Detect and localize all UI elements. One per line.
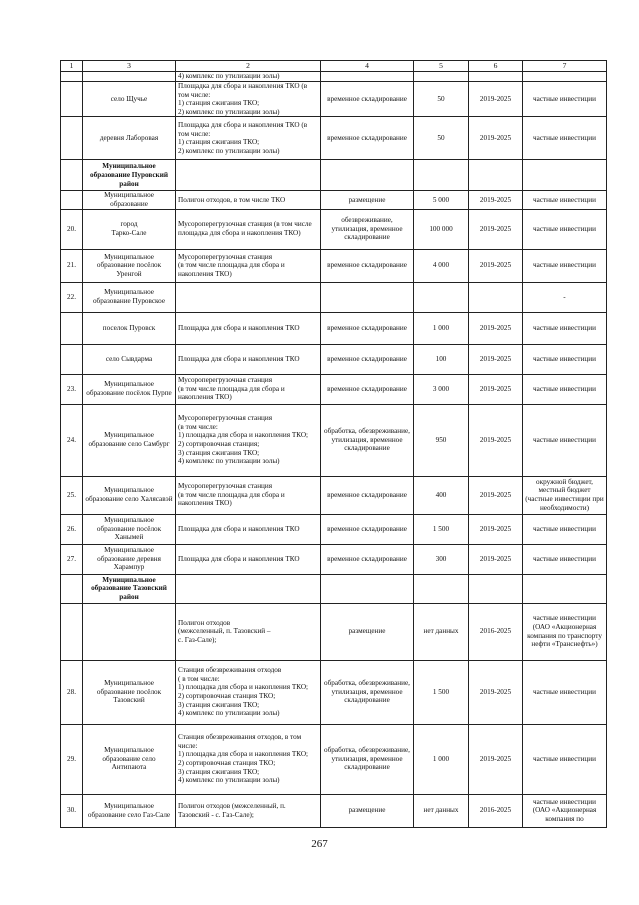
facility-cell: Мусороперегрузочная станция (в том числе: 1) площадка для сбора и накопления ТКО; 2) сортировочная станция; 3) станция сжигания ТКО; 4) комплекс по утилизации золы)	[176, 404, 321, 476]
financing-cell: частные инвестиции	[523, 82, 607, 117]
table-row	[61, 603, 607, 660]
facility-cell: 4) комплекс по утилизации золы)	[176, 72, 321, 82]
facility-cell: Площадка для сбора и накопления ТКО	[176, 312, 321, 344]
capacity-cell: 50	[414, 117, 469, 160]
municipality-cell: Муниципальное образование посёлок Тазовский	[83, 660, 176, 724]
table-header-row	[61, 61, 607, 72]
municipality-cell: Муниципальное образование село Халясавэй	[83, 476, 176, 514]
period-cell	[469, 282, 523, 312]
facility-cell: Площадка для сбора и накопления ТКО	[176, 544, 321, 574]
capacity-cell: 1 500	[414, 660, 469, 724]
operation-cell: размещение	[321, 603, 414, 660]
period-cell: 2019-2025	[469, 724, 523, 794]
table-row	[61, 476, 607, 514]
table-row	[61, 72, 607, 82]
row-number-cell	[61, 344, 83, 374]
table-row	[61, 344, 607, 374]
header-cell: 6	[469, 61, 523, 72]
capacity-cell: нет данных	[414, 603, 469, 660]
capacity-cell: 100 000	[414, 209, 469, 249]
table-row	[61, 544, 607, 574]
header-cell: 4	[321, 61, 414, 72]
financing-cell: частные инвестиции	[523, 209, 607, 249]
table-row	[61, 312, 607, 344]
facility-cell: Площадка для сбора и накопления ТКО	[176, 344, 321, 374]
financing-cell	[523, 72, 607, 82]
municipality-cell: Муниципальное образование село Самбург	[83, 404, 176, 476]
facility-cell: Полигон отходов (межселенный, п. Тазовский – с. Газ-Сале);	[176, 603, 321, 660]
capacity-cell: 100	[414, 344, 469, 374]
operation-cell	[321, 282, 414, 312]
financing-cell: частные инвестиции	[523, 117, 607, 160]
header-cell: 1	[61, 61, 83, 72]
facility-cell: Мусороперегрузочная станция (в том числе площадка для сбора и накопления ТКО)	[176, 249, 321, 282]
row-number-cell: 25.	[61, 476, 83, 514]
financing-cell: частные инвестиции (ОАО «Акционерная компания по транспорту нефти «Транснефть»)	[523, 603, 607, 660]
financing-cell: частные инвестиции	[523, 514, 607, 544]
capacity-cell	[414, 72, 469, 82]
financing-cell: частные инвестиции	[523, 374, 607, 404]
financing-cell: частные инвестиции	[523, 724, 607, 794]
financing-cell: частные инвестиции	[523, 312, 607, 344]
operation-cell	[321, 72, 414, 82]
financing-cell: -	[523, 282, 607, 312]
period-cell: 2019-2025	[469, 476, 523, 514]
municipality-cell: деревня Лаборовая	[83, 117, 176, 160]
row-number-cell	[61, 117, 83, 160]
operation-cell: временное складирование	[321, 544, 414, 574]
operation-cell: временное складирование	[321, 476, 414, 514]
operation-cell	[321, 160, 414, 191]
table-row	[61, 574, 607, 603]
financing-cell: частные инвестиции	[523, 660, 607, 724]
row-number-cell: 28.	[61, 660, 83, 724]
period-cell: 2019-2025	[469, 249, 523, 282]
operation-cell	[321, 574, 414, 603]
municipality-cell: Муниципальное образование посёлок Пурпе	[83, 374, 176, 404]
financing-cell: частные инвестиции (ОАО «Акционерная компания по	[523, 794, 607, 827]
period-cell	[469, 574, 523, 603]
period-cell: 2019-2025	[469, 514, 523, 544]
municipality-cell: город Тарко-Сале	[83, 209, 176, 249]
period-cell	[469, 160, 523, 191]
period-cell: 2019-2025	[469, 344, 523, 374]
capacity-cell: 1 500	[414, 514, 469, 544]
financing-cell: частные инвестиции	[523, 544, 607, 574]
row-number-cell: 23.	[61, 374, 83, 404]
financing-cell: частные инвестиции	[523, 191, 607, 209]
municipality-cell: Муниципальное образование село Газ-Сале	[83, 794, 176, 827]
operation-cell: временное складирование	[321, 312, 414, 344]
period-cell	[469, 72, 523, 82]
facility-cell: Полигон отходов (межселенный, п. Тазовский - с. Газ-Сале);	[176, 794, 321, 827]
period-cell: 2019-2025	[469, 404, 523, 476]
period-cell: 2016-2025	[469, 603, 523, 660]
operation-cell: размещение	[321, 191, 414, 209]
municipality-cell: Муниципальное образование деревня Харампур	[83, 544, 176, 574]
capacity-cell: 50	[414, 82, 469, 117]
row-number-cell	[61, 191, 83, 209]
financing-cell	[523, 160, 607, 191]
capacity-cell	[414, 160, 469, 191]
capacity-cell: 5 000	[414, 191, 469, 209]
operation-cell: обезвреживание, утилизация, временное складирование	[321, 209, 414, 249]
operation-cell: временное складирование	[321, 82, 414, 117]
table-row	[61, 374, 607, 404]
capacity-cell: нет данных	[414, 794, 469, 827]
facility-cell: Мусороперегрузочная станция (в том числе площадка для сбора и накопления ТКО)	[176, 374, 321, 404]
row-number-cell: 27.	[61, 544, 83, 574]
capacity-cell: 950	[414, 404, 469, 476]
municipality-cell	[83, 603, 176, 660]
financing-cell: частные инвестиции	[523, 344, 607, 374]
municipality-cell: Муниципальное образование Пуровское	[83, 282, 176, 312]
facility-cell	[176, 282, 321, 312]
table-body	[61, 72, 607, 828]
capacity-cell: 3 000	[414, 374, 469, 404]
operation-cell: обработка, обезвреживание, утилизация, временное складирование	[321, 724, 414, 794]
table-row	[61, 209, 607, 249]
capacity-cell	[414, 574, 469, 603]
capacity-cell: 400	[414, 476, 469, 514]
financing-cell: частные инвестиции	[523, 249, 607, 282]
period-cell: 2019-2025	[469, 660, 523, 724]
operation-cell: временное складирование	[321, 374, 414, 404]
capacity-cell: 4 000	[414, 249, 469, 282]
operation-cell: обработка, обезвреживание, утилизация, временное складирование	[321, 404, 414, 476]
row-number-cell	[61, 160, 83, 191]
municipality-cell: поселок Пуровск	[83, 312, 176, 344]
period-cell: 2019-2025	[469, 82, 523, 117]
operation-cell: обработка, обезвреживание, утилизация, временное складирование	[321, 660, 414, 724]
facilities-table	[60, 60, 607, 828]
facility-cell: Станция обезвреживания отходов, в том числе: 1) площадка для сбора и накопления ТКО; 2) сортировочная станция ТКО; 3) станция сжигания ТКО; 4) комплекс по утилизации золы)	[176, 724, 321, 794]
financing-cell: окружной бюджет, местный бюджет (частные инвестиции при необходимости)	[523, 476, 607, 514]
table-row	[61, 724, 607, 794]
table-row	[61, 160, 607, 191]
table-row	[61, 282, 607, 312]
period-cell: 2019-2025	[469, 374, 523, 404]
row-number-cell: 22.	[61, 282, 83, 312]
row-number-cell: 26.	[61, 514, 83, 544]
financing-cell: частные инвестиции	[523, 404, 607, 476]
period-cell: 2019-2025	[469, 312, 523, 344]
header-cell: 7	[523, 61, 607, 72]
row-number-cell	[61, 82, 83, 117]
period-cell: 2019-2025	[469, 209, 523, 249]
financing-cell	[523, 574, 607, 603]
row-number-cell: 20.	[61, 209, 83, 249]
period-cell: 2019-2025	[469, 544, 523, 574]
row-number-cell	[61, 574, 83, 603]
facility-cell: Полигон отходов, в том числе ТКО	[176, 191, 321, 209]
municipality-cell: Муниципальное образование посёлок Ханымей	[83, 514, 176, 544]
document-table-container	[60, 60, 606, 828]
period-cell: 2019-2025	[469, 191, 523, 209]
header-cell: 3	[83, 61, 176, 72]
municipality-cell: Муниципальное образование посёлок Уренгой	[83, 249, 176, 282]
period-cell: 2019-2025	[469, 117, 523, 160]
table-row	[61, 117, 607, 160]
table-row	[61, 191, 607, 209]
header-cell: 2	[176, 61, 321, 72]
municipality-cell: Муниципальное образование	[83, 191, 176, 209]
row-number-cell: 29.	[61, 724, 83, 794]
capacity-cell: 1 000	[414, 724, 469, 794]
row-number-cell: 24.	[61, 404, 83, 476]
operation-cell: временное складирование	[321, 117, 414, 160]
municipality-cell	[83, 72, 176, 82]
operation-cell: временное складирование	[321, 249, 414, 282]
capacity-cell	[414, 282, 469, 312]
municipality-cell: село Сывдарма	[83, 344, 176, 374]
header-cell: 5	[414, 61, 469, 72]
municipality-cell: Муниципальное образование Пуровский район	[83, 160, 176, 191]
municipality-cell: Муниципальное образование Тазовский район	[83, 574, 176, 603]
row-number-cell	[61, 72, 83, 82]
operation-cell: временное складирование	[321, 514, 414, 544]
facility-cell: Площадка для сбора и накопления ТКО (в том числе: 1) станция сжигания ТКО; 2) комплекс по утилизации золы)	[176, 82, 321, 117]
table-row	[61, 404, 607, 476]
period-cell: 2016-2025	[469, 794, 523, 827]
table-row	[61, 514, 607, 544]
table-row	[61, 82, 607, 117]
table-row	[61, 660, 607, 724]
facility-cell	[176, 574, 321, 603]
row-number-cell	[61, 603, 83, 660]
row-number-cell: 21.	[61, 249, 83, 282]
facility-cell: Площадка для сбора и накопления ТКО	[176, 514, 321, 544]
table-row	[61, 794, 607, 827]
page-number: 267	[311, 838, 328, 850]
row-number-cell: 30.	[61, 794, 83, 827]
row-number-cell	[61, 312, 83, 344]
capacity-cell: 300	[414, 544, 469, 574]
facility-cell: Станция обезвреживания отходов ( в том числе: 1) площадка для сбора и накопления ТКО; 2) сортировочная станция ТКО; 3) станция сжигания ТКО; 4) комплекс по утилизации золы)	[176, 660, 321, 724]
municipality-cell: Муниципальное образование село Антипаюта	[83, 724, 176, 794]
table-row	[61, 249, 607, 282]
facility-cell: Мусороперегрузочная станция (в том числе площадка для сбора и накопления ТКО)	[176, 476, 321, 514]
municipality-cell: село Щучье	[83, 82, 176, 117]
facility-cell	[176, 160, 321, 191]
operation-cell: временное складирование	[321, 344, 414, 374]
operation-cell: размещение	[321, 794, 414, 827]
facility-cell: Площадка для сбора и накопления ТКО (в том числе: 1) станция сжигания ТКО; 2) комплекс по утилизации золы)	[176, 117, 321, 160]
facility-cell: Мусороперегрузочная станция (в том числе площадка для сбора и накопления ТКО)	[176, 209, 321, 249]
capacity-cell: 1 000	[414, 312, 469, 344]
